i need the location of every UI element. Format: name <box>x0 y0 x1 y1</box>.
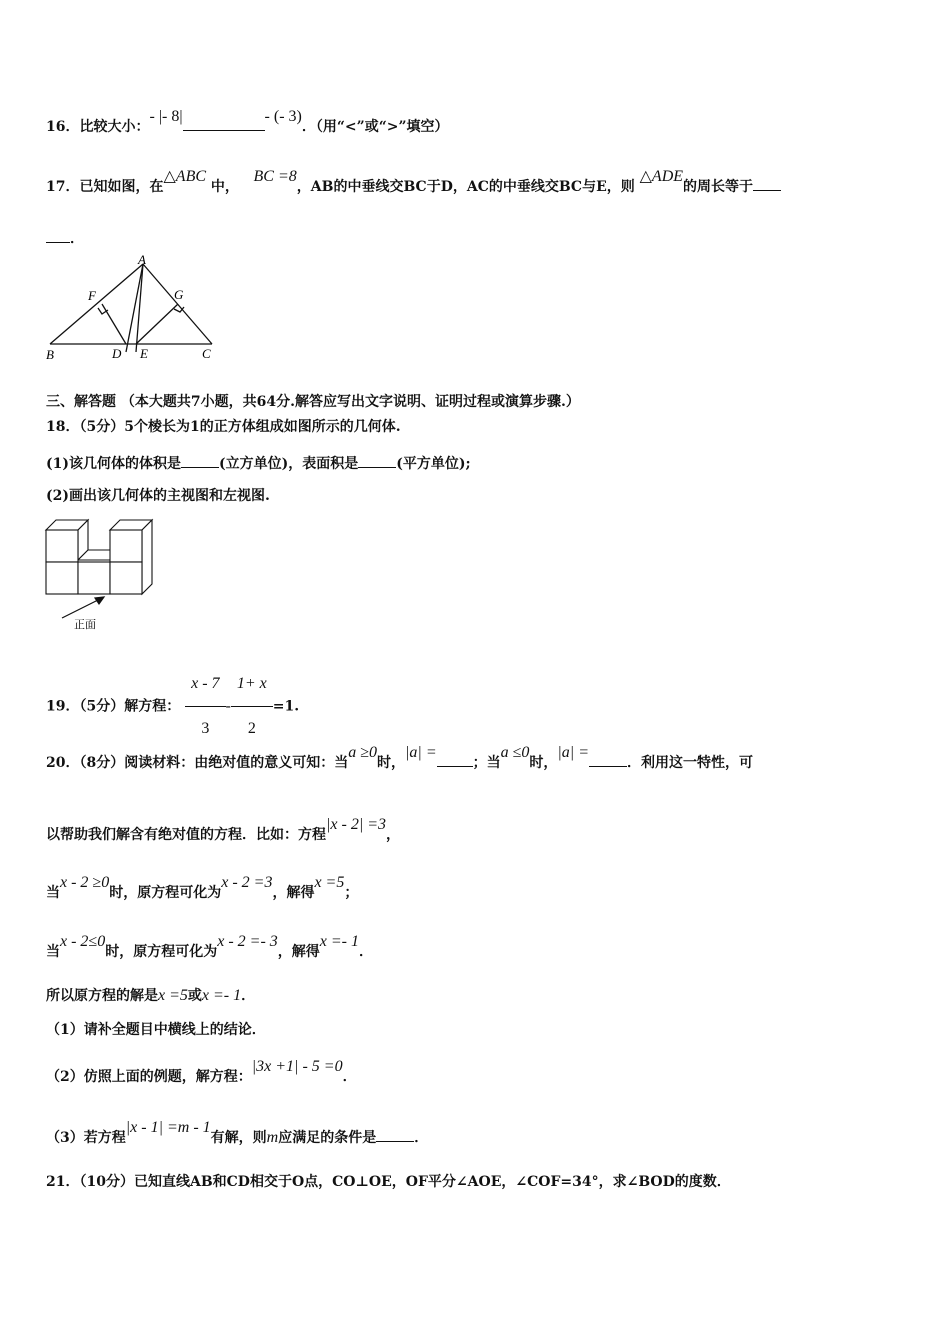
q21: 21．（10分）已知直线AB和CD相交于O点，CO⊥OE，OF平分∠AOE，∠COF=34°，求∠BOD的度数． <box>46 1174 731 1190</box>
q16-left-expr: - |- 8| <box>149 108 183 125</box>
q16-right-expr: - (- 3) <box>264 108 302 125</box>
section-3-heading: 三、解答题 （本大题共7小题，共64分.解答应写出文字说明、证明过程或演算步骤.） <box>46 394 580 410</box>
label-D: D <box>112 346 122 361</box>
q18-line1: 18．（5分）5个棱长为1的正方体组成如图所示的几何体. <box>46 419 401 435</box>
front-label: 正面 <box>74 618 96 631</box>
label-G: G <box>174 287 184 302</box>
fraction-1: $\frac{x - 7}{3}$ <box>185 662 225 751</box>
q20-line5: 所以原方程的解是x =5或x =- 1． <box>46 987 256 1004</box>
q20-line3: 当x - 2 ≥0时，原方程可化为x - 2 =3，解得x =5； <box>46 874 359 901</box>
q16-blank <box>183 116 265 131</box>
q20-part3: （3）若方程|x - 1| =m - 1有解，则m应满足的条件是 ． <box>46 1119 429 1146</box>
q20-line1: 20．（8分）阅读材料：由绝对值的意义可知：当a ≥0时，|a| =；当a ≤0时，|a| =．利用这一特性，可 <box>46 744 753 771</box>
q17-cont: ． <box>46 228 84 248</box>
q17-triangle-figure <box>40 252 230 364</box>
q20-part2: （2）仿照上面的例题，解方程：|3x +1| - 5 =0． <box>46 1058 357 1085</box>
q17: 17．已知如图，在△ABC 中， BC =8，AB的中垂线交BC于D，AC的中垂线交BC与E，则 △ADE的周长等于 <box>46 176 781 196</box>
q18-cube-figure <box>40 512 170 634</box>
q20-part1: （1）请补全题目中横线上的结论． <box>46 1022 266 1038</box>
label-F: F <box>88 288 96 303</box>
fraction-2: $\frac{1+ x}{2}$ <box>231 662 273 751</box>
q18-line3: (2)画出该几何体的主视图和左视图. <box>46 488 270 504</box>
q20-line4: 当x - 2≤0时，原方程可化为x - 2 =- 3，解得x =- 1． <box>46 933 374 960</box>
q20-line2: 以帮助我们解含有绝对值的方程．比如：方程|x - 2| =3， <box>46 816 401 843</box>
label-B: B <box>46 347 54 362</box>
label-A: A <box>138 252 146 267</box>
q19: 19．（5分）解方程： $\frac{x - 7}{3}$ - $\frac{1+ x}{2}$ =1. <box>46 662 299 751</box>
label-C: C <box>202 346 211 361</box>
label-E: E <box>140 346 148 361</box>
q18-line2: (1)该几何体的体积是 (立方单位)，表面积是 (平方单位); <box>46 453 471 473</box>
q16: 16．比较大小：- |- 8| - (- 3)．（用“<”或“>”填空） <box>46 108 449 135</box>
